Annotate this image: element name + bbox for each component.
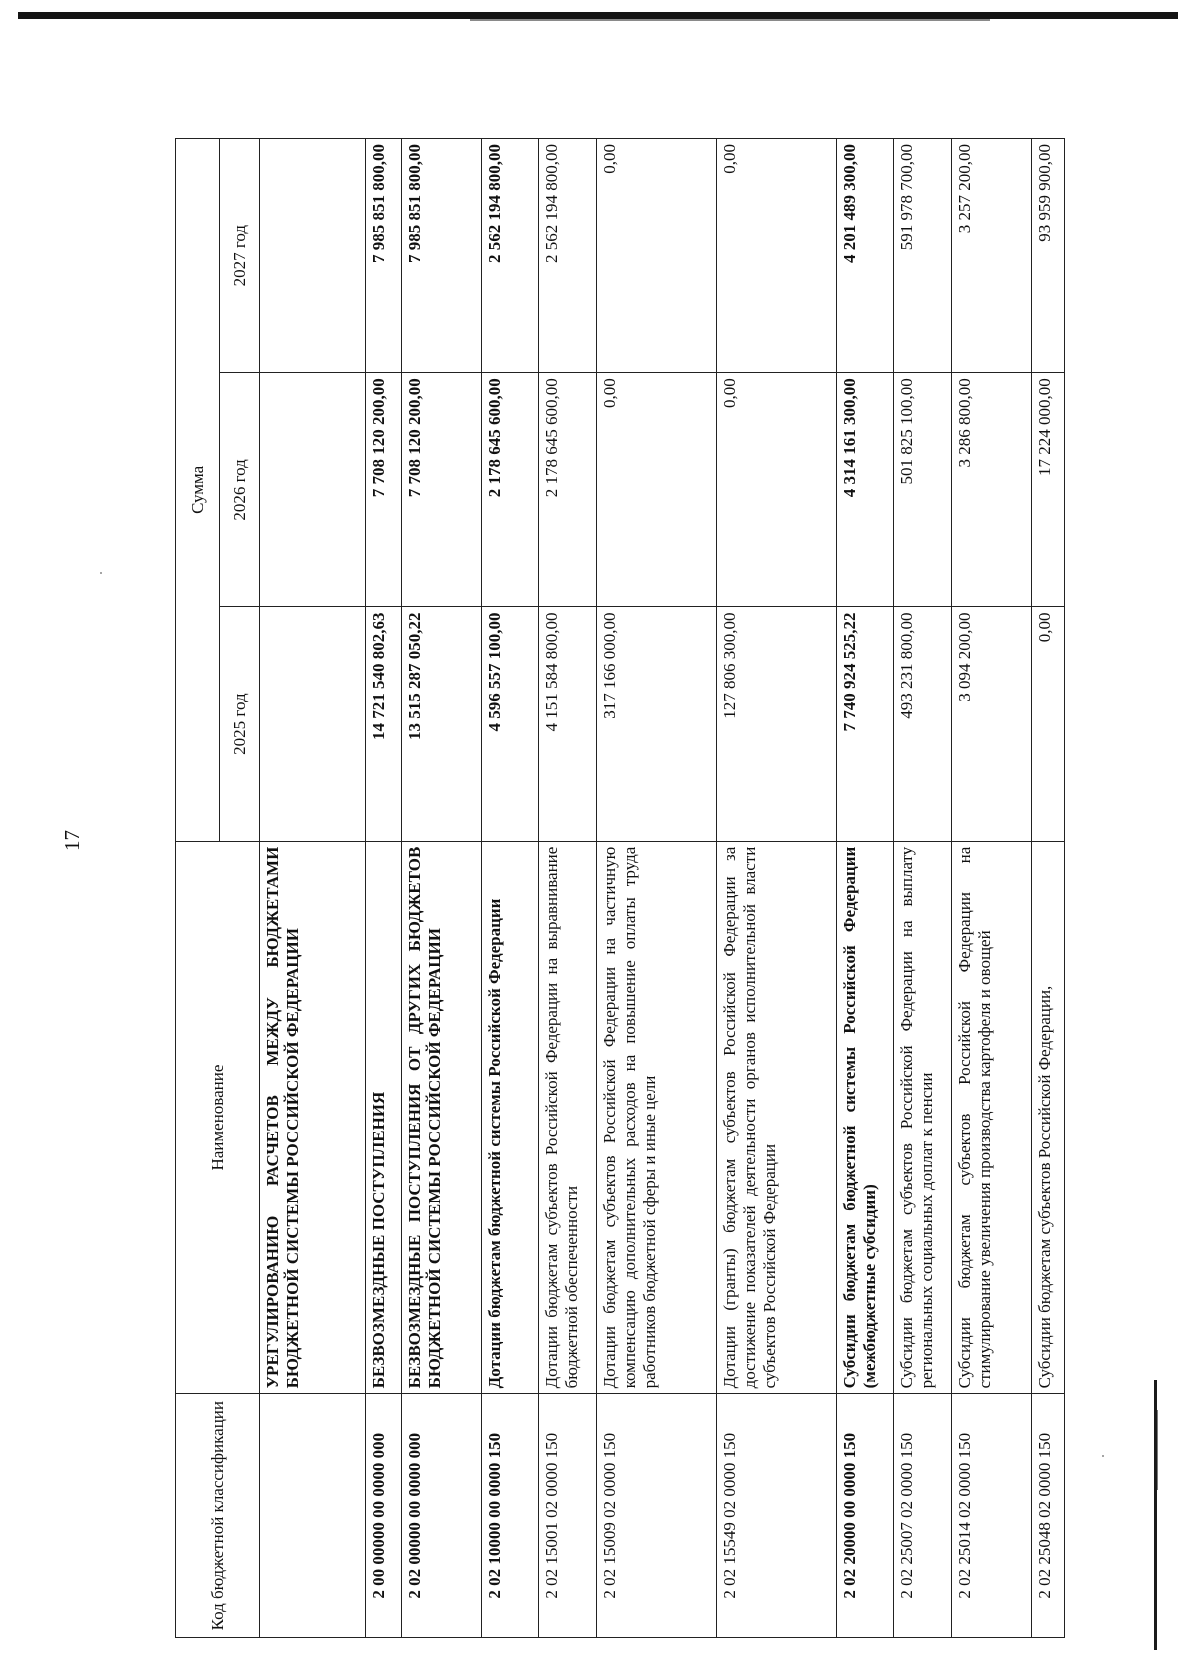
row-sum-2026: 7 708 120 200,00	[366, 373, 401, 607]
row-code	[260, 1394, 366, 1638]
row-code: 2 02 25014 02 0000 150	[951, 1394, 1031, 1638]
row-sum-2025: 7 740 924 525,22	[836, 607, 894, 841]
page-number: 17	[60, 830, 84, 851]
table-row	[836, 139, 894, 1638]
row-sum-2025: 317 166 000,00	[597, 607, 717, 841]
row-code: 2 02 10000 00 0000 150	[481, 1394, 539, 1638]
row-name: Дотации бюджетам субъектов Российской Федерации на частичную компенсацию дополнительных расходов на повышение оплаты труда работников бюджетной сферы и иные цели	[597, 841, 717, 1394]
row-sum-2025: 127 806 300,00	[716, 607, 836, 841]
row-name: Субсидии бюджетам субъектов Российской Федерации,	[1031, 841, 1064, 1394]
row-code: 2 02 15009 02 0000 150	[597, 1394, 717, 1638]
row-sum-2027: 93 959 900,00	[1031, 139, 1064, 373]
table-row	[951, 139, 1031, 1638]
row-sum-2026: 0,00	[597, 373, 717, 607]
row-sum-2027	[260, 139, 366, 373]
row-sum-2027: 3 257 200,00	[951, 139, 1031, 373]
row-name: БЕЗВОЗМЕЗДНЫЕ ПОСТУПЛЕНИЯ ОТ ДРУГИХ БЮДЖЕТОВ БЮДЖЕТНОЙ СИСТЕМЫ РОССИЙСКОЙ ФЕДЕРАЦИИ	[401, 841, 481, 1394]
header-sum: Сумма	[176, 139, 220, 842]
row-code: 2 02 25007 02 0000 150	[894, 1394, 952, 1638]
row-sum-2025: 0,00	[1031, 607, 1064, 841]
row-name: Субсидии бюджетам субъектов Российской Федерации на стимулирование увеличения производства картофеля и овощей	[951, 841, 1031, 1394]
row-sum-2025: 493 231 800,00	[894, 607, 952, 841]
row-sum-2026: 2 178 645 600,00	[481, 373, 539, 607]
header-year-2027: 2027 год	[220, 139, 260, 373]
row-sum-2026: 0,00	[716, 373, 836, 607]
table-row	[716, 139, 836, 1638]
row-sum-2025: 4 596 557 100,00	[481, 607, 539, 841]
row-sum-2025	[260, 607, 366, 841]
table-row	[401, 139, 481, 1638]
table-row	[539, 139, 597, 1638]
row-code: 2 00 00000 00 0000 000	[366, 1394, 401, 1638]
row-sum-2025: 3 094 200,00	[951, 607, 1031, 841]
row-sum-2026	[260, 373, 366, 607]
row-sum-2026: 7 708 120 200,00	[401, 373, 481, 607]
row-name: УРЕГУЛИРОВАНИЮ РАСЧЕТОВ МЕЖДУ БЮДЖЕТАМИ БЮДЖЕТНОЙ СИСТЕМЫ РОССИЙСКОЙ ФЕДЕРАЦИИ	[260, 841, 366, 1394]
row-code: 2 02 15001 02 0000 150	[539, 1394, 597, 1638]
budget-table	[175, 138, 1065, 1638]
header-year-2025: 2025 год	[220, 607, 260, 841]
table-row	[366, 139, 401, 1638]
row-name: Дотации бюджетам субъектов Российской Федерации на выравнивание бюджетной обеспеченности	[539, 841, 597, 1394]
scan-edge-mark-thin	[1157, 1410, 1158, 1490]
row-sum-2026: 17 224 000,00	[1031, 373, 1064, 607]
row-name: Субсидии бюджетам бюджетной системы Российской Федерации (межбюджетные субсидии)	[836, 841, 894, 1394]
table-row	[597, 139, 717, 1638]
row-sum-2026: 2 178 645 600,00	[539, 373, 597, 607]
row-sum-2025: 13 515 287 050,22	[401, 607, 481, 841]
table-row	[260, 139, 366, 1638]
row-code: 2 02 25048 02 0000 150	[1031, 1394, 1064, 1638]
row-sum-2027: 2 562 194 800,00	[539, 139, 597, 373]
budget-table-rotated	[175, 138, 1065, 1638]
row-name: БЕЗВОЗМЕЗДНЫЕ ПОСТУПЛЕНИЯ	[366, 841, 401, 1394]
row-sum-2027: 7 985 851 800,00	[366, 139, 401, 373]
header-code: Код бюджетной классификации	[176, 1394, 260, 1638]
row-code: 2 02 20000 00 0000 150	[836, 1394, 894, 1638]
row-sum-2027: 2 562 194 800,00	[481, 139, 539, 373]
row-sum-2026: 3 286 800,00	[951, 373, 1031, 607]
row-sum-2026: 501 825 100,00	[894, 373, 952, 607]
row-code: 2 02 15549 02 0000 150	[716, 1394, 836, 1638]
table-row	[481, 139, 539, 1638]
row-sum-2027: 4 201 489 300,00	[836, 139, 894, 373]
row-sum-2027: 0,00	[716, 139, 836, 373]
row-name: Дотации бюджетам бюджетной системы Российской Федерации	[481, 841, 539, 1394]
table-row	[1031, 139, 1064, 1638]
row-sum-2027: 7 985 851 800,00	[401, 139, 481, 373]
scan-top-bar	[18, 12, 1178, 19]
row-code: 2 02 00000 00 0000 000	[401, 1394, 481, 1638]
header-year-2026: 2026 год	[220, 373, 260, 607]
row-sum-2026: 4 314 161 300,00	[836, 373, 894, 607]
row-sum-2027: 591 978 700,00	[894, 139, 952, 373]
row-name: Субсидии бюджетам субъектов Российской Федерации на выплату региональных социальных доплат к пенсии	[894, 841, 952, 1394]
row-sum-2025: 14 721 540 802,63	[366, 607, 401, 841]
table-row	[894, 139, 952, 1638]
scan-speck	[100, 572, 102, 574]
header-name: Наименование	[176, 841, 260, 1394]
scan-speck	[1102, 1455, 1104, 1457]
row-sum-2027: 0,00	[597, 139, 717, 373]
row-name: Дотации (гранты) бюджетам субъектов Российской Федерации за достижение показателей деятельности органов исполнительной власти субъектов Российской Федерации	[716, 841, 836, 1394]
scan-top-bar-thin	[470, 19, 990, 21]
row-sum-2025: 4 151 584 800,00	[539, 607, 597, 841]
